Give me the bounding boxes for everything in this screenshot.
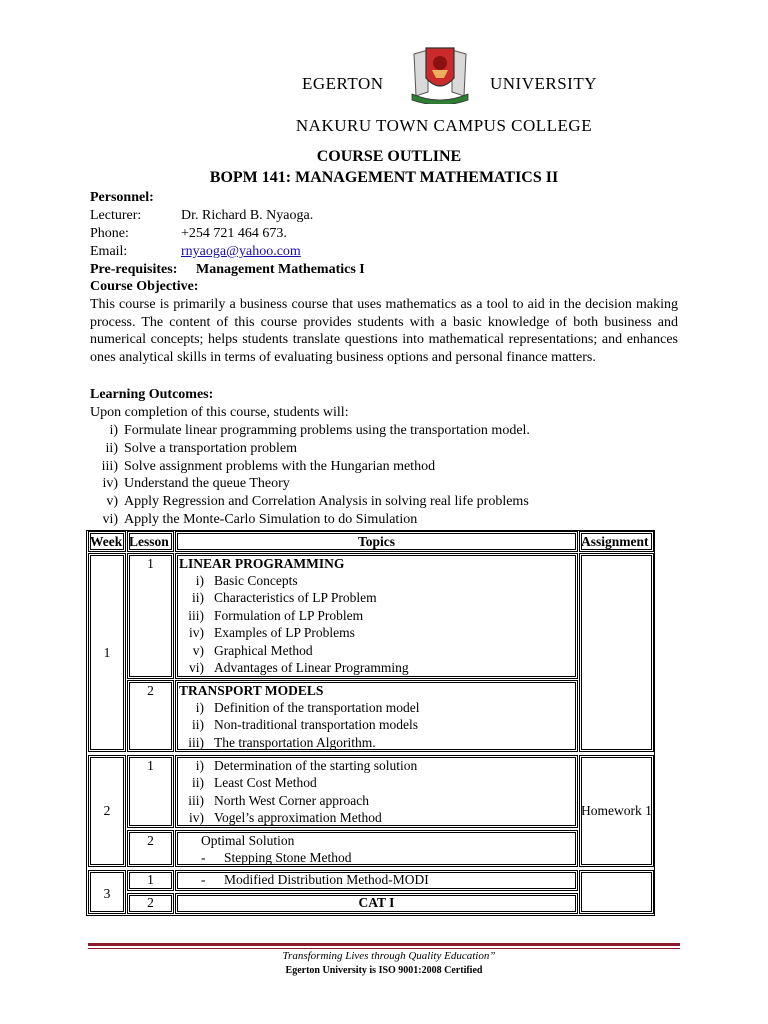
topic-item: i) Basic Concepts: [195, 573, 298, 588]
outcome-item: vi) Apply the Monte-Carlo Simulation to do Simulation: [102, 512, 418, 527]
footer-motto: Transforming Lives through Quality Education”: [282, 950, 496, 962]
topic-item: i) Definition of the transportation model: [195, 700, 420, 715]
optimal-solution-title: Optimal Solution: [201, 833, 295, 848]
footer-certification: Egerton University is ISO 9001:2008 Certified: [285, 965, 483, 976]
outcomes-intro: Upon completion of this course, students will:: [90, 405, 349, 420]
header-week: Week: [90, 534, 123, 549]
prereq-label: Pre-requisites:: [90, 262, 178, 277]
outcome-item: i) Formulate linear programming problems using the transportation model.: [109, 423, 530, 438]
topic-item: iv) Vogel’s approximation Method: [189, 810, 382, 825]
stepping-stone-item: Stepping Stone Method: [224, 850, 352, 865]
doc-title: COURSE OUTLINE: [316, 148, 462, 165]
course-title: BOPM 141: MANAGEMENT MATHEMATICS II: [209, 169, 559, 186]
week3-assignment-cell: [579, 870, 654, 914]
header-egerton: EGERTON: [302, 74, 384, 93]
objective-heading: Course Objective:: [90, 279, 199, 294]
modi-item: Modified Distribution Method-MODI: [224, 872, 429, 887]
header-university: UNIVERSITY: [490, 74, 597, 93]
email-label: Email:: [90, 244, 128, 259]
week2-assignment: Homework 1: [581, 803, 652, 818]
objective-text: This course is primarily a business course that uses mathematics as a tool to aid in the decision making process. The content of this course provides students with a basic knowledge of both business and numerical concepts; helps students translate questions into mathematical representations; and enhances ones analytical skills in terms of evaluating business options and personal finance matters.: [90, 297, 678, 365]
outcome-item: iv) Understand the queue Theory: [102, 476, 290, 491]
header-assignment: Assignment: [581, 534, 649, 549]
header-lesson: Lesson: [129, 534, 169, 549]
phone-label: Phone:: [90, 226, 129, 241]
week3-lesson1-number: 1: [147, 872, 154, 887]
dash-bullet: -: [201, 850, 206, 865]
week1-assignment-cell: [579, 553, 654, 752]
topic-item: iv) Examples of LP Problems: [189, 625, 355, 640]
outcome-item: iii) Solve assignment problems with the Hungarian method: [101, 459, 436, 474]
topic-item: i) Determination of the starting solution: [195, 758, 418, 773]
header-topics: Topics: [357, 534, 396, 549]
footer-rule-thick: [88, 943, 680, 946]
footer-rule-thin: [88, 948, 680, 949]
week2-lesson1-number: 1: [147, 758, 154, 773]
lp-title: LINEAR PROGRAMMING: [179, 556, 345, 571]
week1-lesson2-number: 2: [147, 683, 154, 698]
outcome-item: ii) Solve a transportation problem: [105, 441, 298, 456]
week3-number: 3: [103, 886, 111, 901]
outcome-item: v) Apply Regression and Correlation Analysis in solving real life problems: [106, 494, 529, 509]
transport-title: TRANSPORT MODELS: [179, 683, 324, 698]
campus-name: NAKURU TOWN CAMPUS COLLEGE: [295, 116, 593, 135]
topic-item: ii) Non-traditional transportation models: [192, 717, 418, 732]
topic-item: v) Graphical Method: [192, 643, 313, 658]
email-link[interactable]: rnyaoga@yahoo.com: [181, 244, 301, 259]
week3-lesson2-number: 2: [147, 895, 154, 910]
phone-value: +254 721 464 673.: [181, 226, 287, 241]
topic-item: iii) North West Corner approach: [188, 793, 369, 808]
topic-item: vi) Advantages of Linear Programming: [189, 660, 409, 675]
personnel-heading: Personnel:: [90, 190, 154, 205]
week1-lesson1-number: 1: [147, 556, 154, 571]
week1-number: 1: [103, 645, 111, 660]
topic-item: iii) The transportation Algorithm.: [188, 735, 376, 750]
dash-bullet: -: [201, 872, 206, 887]
lecturer-label: Lecturer:: [90, 208, 142, 223]
cat-item: CAT I: [358, 895, 395, 910]
prereq-value: Management Mathematics I: [196, 262, 365, 277]
topic-item: iii) Formulation of LP Problem: [188, 608, 364, 623]
topic-item: ii) Least Cost Method: [192, 775, 317, 790]
university-crest-icon: [408, 44, 472, 104]
lecturer-value: Dr. Richard B. Nyaoga.: [181, 208, 314, 223]
outcomes-heading: Learning Outcomes:: [90, 387, 214, 402]
week2-lesson2-number: 2: [147, 833, 154, 848]
topic-item: ii) Characteristics of LP Problem: [192, 590, 377, 605]
week2-number: 2: [103, 803, 111, 818]
